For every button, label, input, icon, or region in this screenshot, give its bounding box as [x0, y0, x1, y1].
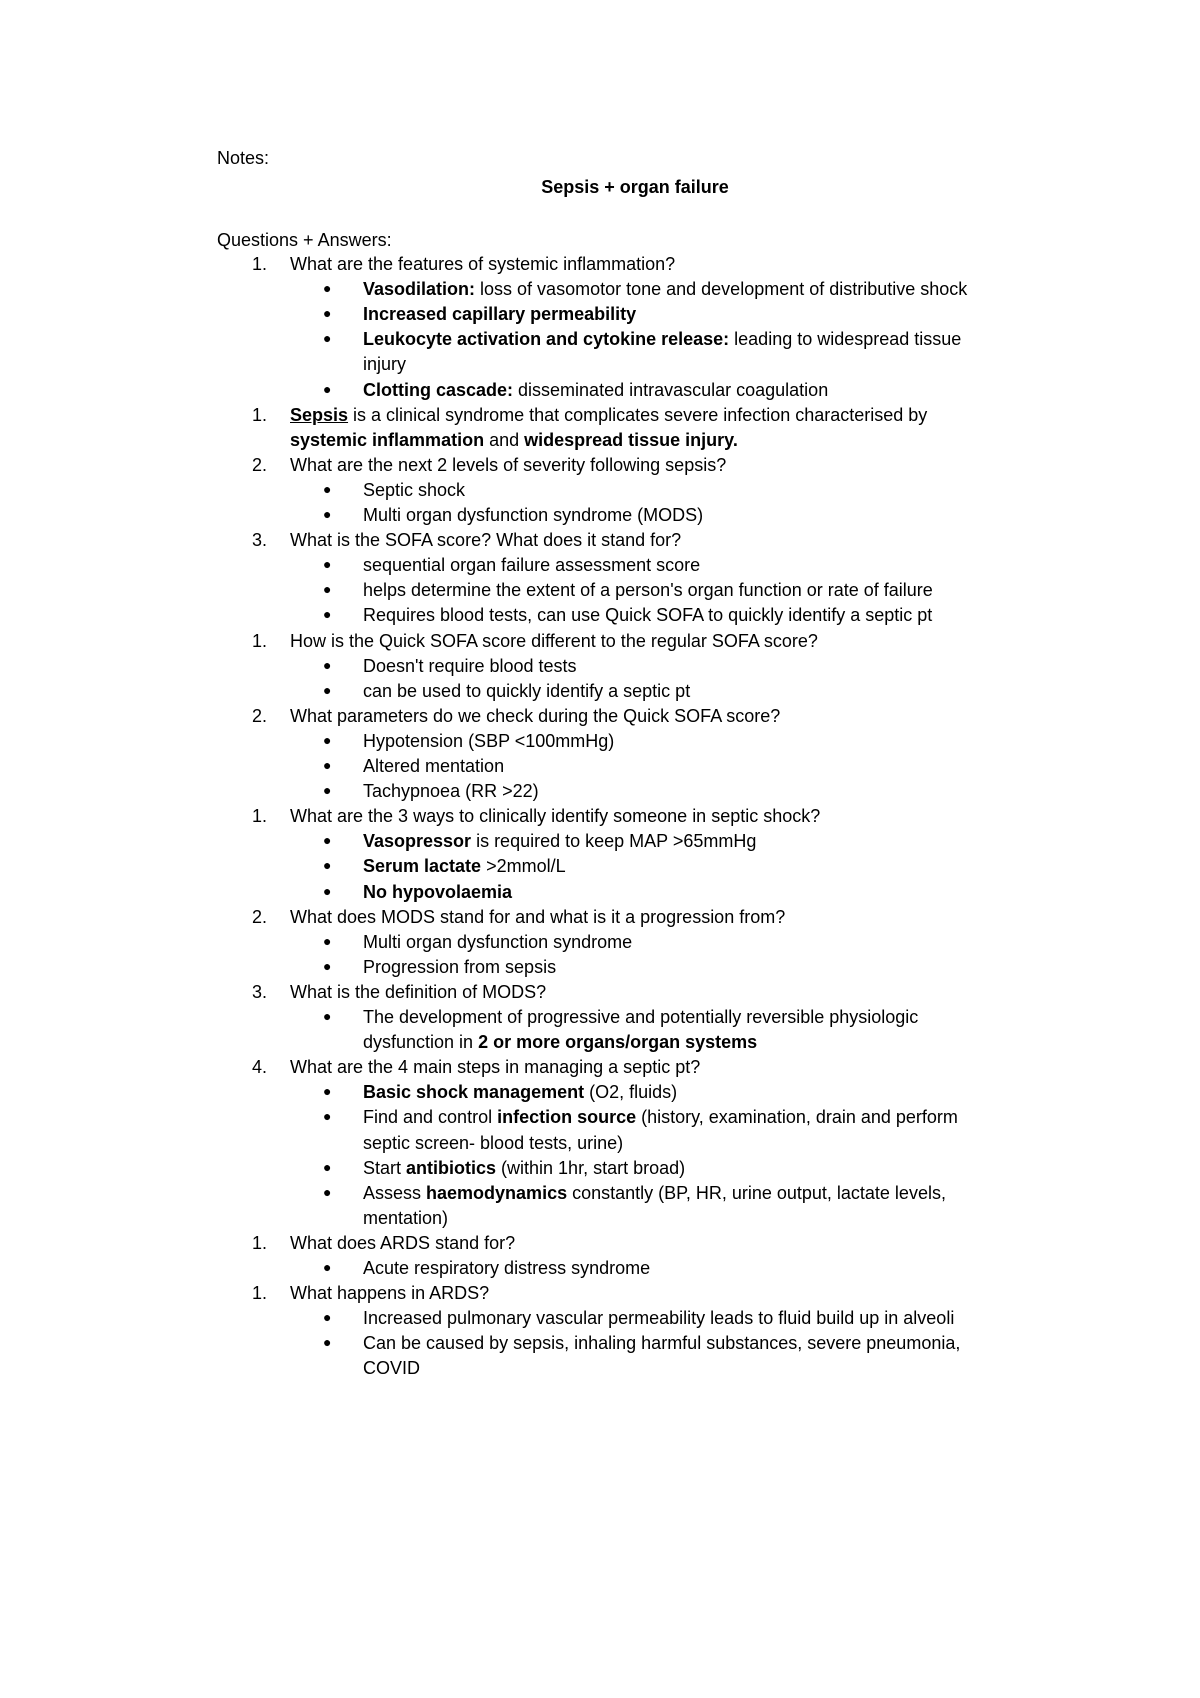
line-text: What are the 4 main steps in managing a septic pt? [290, 1057, 701, 1077]
answer-line [363, 829, 756, 853]
line-text: (history, examination, drain and perform [636, 1107, 958, 1127]
line-text: Vasodilation: [363, 279, 476, 299]
question-line [290, 704, 780, 728]
line-text: Requires blood tests, can use Quick SOFA to quickly identify a septic pt [363, 605, 933, 625]
answer-line [363, 327, 961, 351]
bullet-icon: ● [323, 657, 332, 673]
line-text: Leukocyte activation and cytokine release: [363, 329, 730, 349]
answer-line [363, 1105, 958, 1129]
line-text: COVID [363, 1358, 421, 1378]
question-number: 4. [252, 1057, 268, 1077]
bullet-icon: ● [323, 1184, 332, 1200]
question-number: 2. [252, 706, 268, 726]
line-text: infection source [497, 1107, 637, 1127]
line-text: constantly (BP, HR, urine output, lactate levels, [567, 1183, 946, 1203]
line-text: Multi organ dysfunction syndrome (MODS) [363, 505, 704, 525]
line-text: can be used to quickly identify a septic pt [363, 681, 691, 701]
answer-line [363, 1181, 946, 1205]
question-line [290, 403, 927, 427]
bullet-icon: ● [323, 1008, 332, 1024]
line-text: loss of vasomotor tone and development of distributive shock [475, 279, 968, 299]
line-text: Can be caused by sepsis, inhaling harmful substances, severe pneumonia, [363, 1333, 961, 1353]
answer-line [363, 1005, 918, 1029]
line-text: Progression from sepsis [363, 957, 557, 977]
answer-line [363, 352, 406, 376]
line-text: Hypotension (SBP <100mmHg) [363, 731, 615, 751]
bullet-icon: ● [323, 606, 332, 622]
answer-line [363, 729, 614, 753]
answer-line [363, 503, 703, 527]
bullet-icon: ● [323, 782, 332, 798]
bullet-icon: ● [323, 556, 332, 572]
line-text: septic screen- blood tests, urine) [363, 1133, 624, 1153]
line-text: Tachypnoea (RR >22) [363, 781, 539, 801]
question-number: 1. [252, 254, 268, 274]
line-text: What are the features of systemic inflammation? [290, 254, 676, 274]
line-text: (O2, fluids) [584, 1082, 678, 1102]
bullet-icon: ● [323, 1259, 332, 1275]
question-line [290, 453, 726, 477]
answer-line [363, 654, 577, 678]
bullet-icon: ● [323, 732, 332, 748]
question-line [290, 804, 820, 828]
line-text: What happens in ARDS? [290, 1283, 490, 1303]
bullet-icon: ● [323, 832, 332, 848]
question-number: 2. [252, 455, 268, 475]
answer-line [363, 779, 539, 803]
line-text: injury [363, 354, 407, 374]
answer-line [363, 378, 828, 402]
line-text: >2mmol/L [481, 856, 566, 876]
bullet-icon: ● [323, 1159, 332, 1175]
line-text: What parameters do we check during the Quick SOFA score? [290, 706, 781, 726]
bullet-icon: ● [323, 1108, 332, 1124]
answer-line [363, 553, 700, 577]
bullet-icon: ● [323, 330, 332, 346]
question-number: 3. [252, 982, 268, 1002]
line-text: Clotting cascade: [363, 380, 514, 400]
answer-line [363, 1080, 677, 1104]
line-text: How is the Quick SOFA score different to the regular SOFA score? [290, 631, 818, 651]
question-line [290, 980, 546, 1004]
line-text: Start [363, 1158, 407, 1178]
question-number: 1. [252, 806, 268, 826]
answer-line [363, 1131, 623, 1155]
line-text: systemic inflammation [290, 430, 485, 450]
answer-line [363, 1331, 960, 1355]
line-text: What does ARDS stand for? [290, 1233, 516, 1253]
line-text: haemodynamics [426, 1183, 568, 1203]
answer-line [363, 679, 690, 703]
line-text: Altered mentation [363, 756, 505, 776]
line-text: Serum lactate [363, 856, 482, 876]
line-text: What are the 3 ways to clinically identify someone in septic shock? [290, 806, 821, 826]
line-text: and [484, 430, 525, 450]
line-text: Increased pulmonary vascular permeability leads to fluid build up in alveoli [363, 1308, 955, 1328]
answer-line [363, 955, 556, 979]
qa-section-label: Questions + Answers: [217, 230, 392, 250]
question-line [290, 1231, 515, 1255]
bullet-icon: ● [323, 682, 332, 698]
bullet-icon: ● [323, 1083, 332, 1099]
question-number: 3. [252, 530, 268, 550]
bullet-icon: ● [323, 506, 332, 522]
answer-line [363, 880, 512, 904]
question-line [290, 629, 818, 653]
line-text: sequential organ failure assessment score [363, 555, 701, 575]
answer-line [363, 603, 932, 627]
bullet-icon: ● [323, 305, 332, 321]
answer-line [363, 1306, 954, 1330]
line-text: disseminated intravascular coagulation [513, 380, 829, 400]
line-text: dysfunction in [363, 1032, 479, 1052]
question-number: 1. [252, 1283, 268, 1303]
page-title: Sepsis + organ failure [541, 177, 729, 197]
answer-line [363, 1156, 685, 1180]
bullet-icon: ● [323, 481, 332, 497]
line-text: Basic shock management [363, 1082, 585, 1102]
bullet-icon: ● [323, 933, 332, 949]
answer-line [363, 1256, 650, 1280]
line-text: What are the next 2 levels of severity following sepsis? [290, 455, 727, 475]
answer-line [363, 854, 566, 878]
line-text: Sepsis [290, 405, 349, 425]
line-text: Find and control [363, 1107, 498, 1127]
answer-line [363, 578, 933, 602]
line-text: is required to keep MAP >65mmHg [471, 831, 757, 851]
answer-line [363, 930, 632, 954]
question-line [290, 1281, 489, 1305]
line-text: Septic shock [363, 480, 466, 500]
question-number: 1. [252, 631, 268, 651]
line-text: 2 or more organs/organ systems [478, 1032, 758, 1052]
line-text: mentation) [363, 1208, 449, 1228]
question-line [290, 252, 675, 276]
bullet-icon: ● [323, 1309, 332, 1325]
answer-line [363, 1206, 448, 1230]
answer-line [363, 754, 504, 778]
bullet-icon: ● [323, 757, 332, 773]
line-text: antibiotics [406, 1158, 497, 1178]
answer-line [363, 1030, 757, 1054]
question-line [290, 528, 681, 552]
line-text: What is the SOFA score? What does it stand for? [290, 530, 682, 550]
line-text: Multi organ dysfunction syndrome [363, 932, 633, 952]
line-text: (within 1hr, start broad) [496, 1158, 686, 1178]
question-number: 2. [252, 907, 268, 927]
line-text: Assess [363, 1183, 427, 1203]
line-text: helps determine the extent of a person's organ function or rate of failure [363, 580, 933, 600]
line-text: leading to widespread tissue [729, 329, 962, 349]
bullet-icon: ● [323, 381, 332, 397]
notes-label: Notes: [217, 148, 270, 168]
line-text: No hypovolaemia [363, 882, 513, 902]
line-text: The development of progressive and potentially reversible physiologic [363, 1007, 919, 1027]
question-line [290, 1055, 700, 1079]
line-text: widespread tissue injury. [524, 430, 738, 450]
bullet-icon: ● [323, 958, 332, 974]
bullet-icon: ● [323, 1334, 332, 1350]
line-text: What is the definition of MODS? [290, 982, 547, 1002]
line-text: Doesn't require blood tests [363, 656, 577, 676]
line-text: Vasopressor [363, 831, 472, 851]
line-text: Acute respiratory distress syndrome [363, 1258, 651, 1278]
question-number: 1. [252, 1233, 268, 1253]
question-line [290, 905, 785, 929]
bullet-icon: ● [323, 581, 332, 597]
bullet-icon: ● [323, 857, 332, 873]
answer-line [363, 302, 636, 326]
bullet-icon: ● [323, 280, 332, 296]
question-line [290, 428, 738, 452]
bullet-icon: ● [323, 883, 332, 899]
question-number: 1. [252, 405, 268, 425]
line-text: is a clinical syndrome that complicates severe infection characterised by [348, 405, 928, 425]
answer-line [363, 478, 465, 502]
answer-line [363, 277, 967, 301]
line-text: Increased capillary permeability [363, 304, 637, 324]
line-text: What does MODS stand for and what is it a progression from? [290, 907, 786, 927]
answer-line [363, 1356, 420, 1380]
